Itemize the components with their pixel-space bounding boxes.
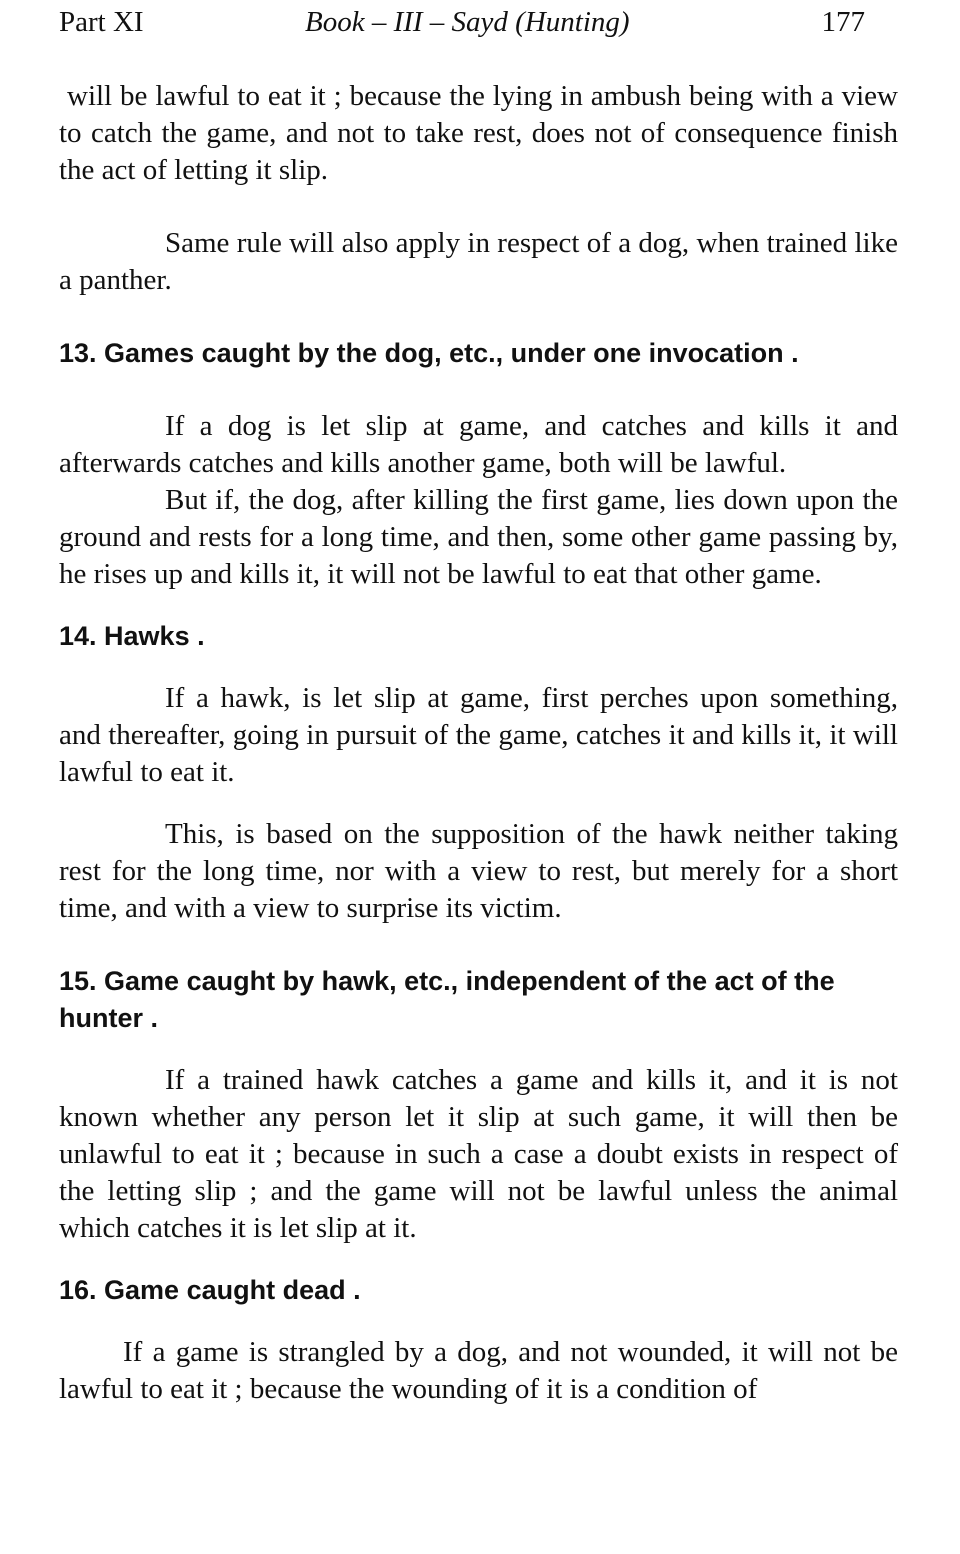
section-14-heading: 14. Hawks . [59,621,205,651]
section-13-paragraph-1: If a dog is let slip at game, and catches and kills it and afterwards catches and kills another game, both will be lawful. [59,410,898,479]
page-header [59,4,865,44]
section-15-heading: 15. Game caught by hawk, etc., independent of the act of the hunter . [59,966,835,1033]
section-15-paragraph-1: If a trained hawk catches a game and kills it, and it is not known whether any person let it slip at such game, it will then be unlawful to eat it ; because in such a case a doubt exists in respect of the letting slip ; and the game will not be lawful unless the animal which catches it is let slip at it. [59,1064,898,1244]
paragraph-intro: will be lawful to eat it ; because the lying in ambush being with a view to catch the game, and not to take rest, does not of consequence finish the act of letting it slip. [59,80,898,186]
paragraph-same-rule: Same rule will also apply in respect of a dog, when trained like a panther. [59,227,898,296]
section-14-paragraph-1: If a hawk, is let slip at game, first perches upon something, and thereafter, going in pursuit of the game, catches it and kills it, it will lawful to eat it. [59,682,898,788]
part-label: Part XI [59,6,144,38]
page-number: 177 [821,6,865,38]
section-16-paragraph-1: If a game is strangled by a dog, and not wounded, it will not be lawful to eat it ; because the wounding of it is a condition of [59,1336,898,1405]
running-title: Book – III – Sayd (Hunting) [305,6,630,38]
section-14-paragraph-2: This, is based on the supposition of the hawk neither taking rest for the long time, nor with a view to rest, but merely for a short time, and with a view to surprise its victim. [59,818,898,924]
section-13-heading: 13. Games caught by the dog, etc., under one invocation . [59,338,799,368]
page-body [59,78,898,1408]
section-16-heading: 16. Game caught dead . [59,1275,361,1305]
section-13-paragraph-2: But if, the dog, after killing the first game, lies down upon the ground and rests for a long time, and then, some other game passing by, he rises up and kills it, it will not be lawful to eat that other game. [59,484,898,590]
